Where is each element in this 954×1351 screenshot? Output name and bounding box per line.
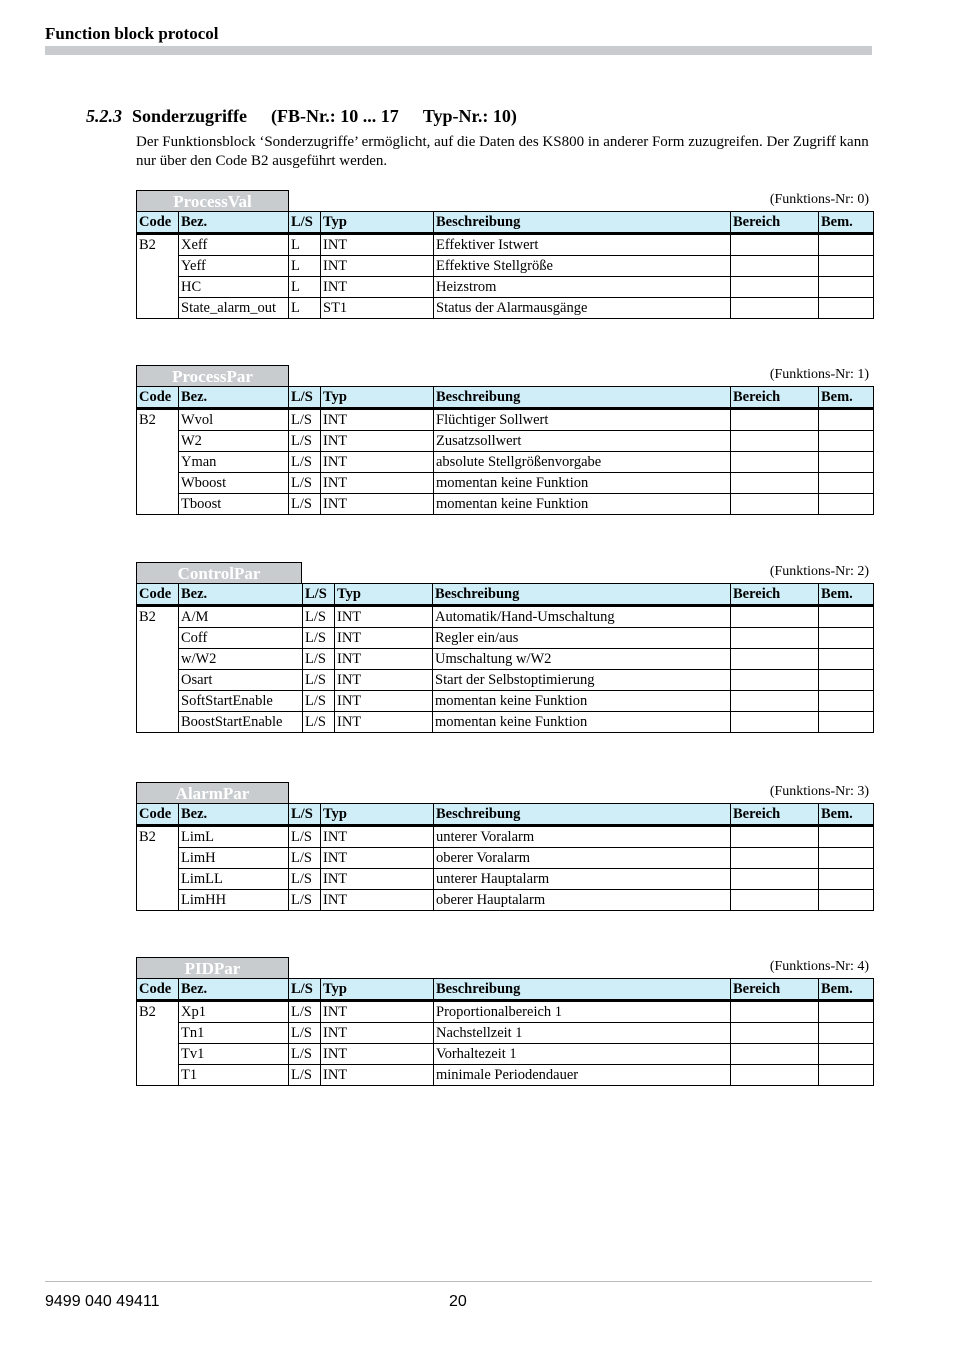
bem-cell bbox=[819, 1023, 874, 1044]
column-header-typ: Typ bbox=[321, 979, 434, 1001]
bereich-cell bbox=[731, 1023, 819, 1044]
description-cell: Regler ein/aus bbox=[433, 628, 731, 649]
block-name-tab: AlarmPar bbox=[136, 782, 289, 803]
ls-cell: L bbox=[289, 298, 321, 319]
bez-cell: Yeff bbox=[179, 256, 289, 277]
typ-cell: INT bbox=[335, 691, 433, 712]
table-row bbox=[137, 277, 874, 298]
column-header-bem: Bem. bbox=[819, 212, 874, 234]
bereich-cell bbox=[731, 234, 819, 256]
table-row bbox=[137, 649, 874, 670]
typ-cell: ST1 bbox=[321, 298, 434, 319]
bereich-cell bbox=[731, 473, 819, 494]
bez-cell: W2 bbox=[179, 431, 289, 452]
description-cell: Start der Selbstoptimierung bbox=[433, 670, 731, 691]
bez-cell: Coff bbox=[179, 628, 303, 649]
bem-cell bbox=[819, 649, 874, 670]
bez-cell: Wboost bbox=[179, 473, 289, 494]
description-cell: momentan keine Funktion bbox=[433, 691, 731, 712]
section-intro: Der Funktionsblock ‘Sonderzugriffe’ ermöglicht, auf die Daten des KS800 in anderer Form zuzugreifen. Der Zugriff kann nur über den Code B2 ausgeführt werden. bbox=[136, 134, 869, 169]
typ-cell: INT bbox=[321, 1044, 434, 1065]
column-header-ls: L/S bbox=[289, 212, 321, 234]
ls-cell: L/S bbox=[303, 670, 335, 691]
bereich-cell bbox=[731, 826, 819, 848]
bez-cell: Tboost bbox=[179, 494, 289, 515]
table-header-row bbox=[137, 804, 874, 826]
bereich-cell bbox=[731, 848, 819, 869]
table-header-row bbox=[137, 212, 874, 234]
typ-cell: INT bbox=[321, 1065, 434, 1086]
description-cell: Effektiver Istwert bbox=[434, 234, 731, 256]
table-row bbox=[137, 606, 874, 628]
table-row bbox=[137, 452, 874, 473]
column-header-bez: Bez. bbox=[179, 212, 289, 234]
column-header-ls: L/S bbox=[289, 979, 321, 1001]
page-header-title: Function block protocol bbox=[45, 24, 219, 43]
description-cell: unterer Voralarm bbox=[434, 826, 731, 848]
ls-cell: L/S bbox=[289, 473, 321, 494]
column-header-bez: Bez. bbox=[179, 979, 289, 1001]
bem-cell bbox=[819, 494, 874, 515]
column-header-typ: Typ bbox=[321, 804, 434, 826]
ls-cell: L/S bbox=[289, 1001, 321, 1023]
column-header-bem: Bem. bbox=[819, 804, 874, 826]
typ-cell: INT bbox=[321, 256, 434, 277]
block-name-tab: ProcessVal bbox=[136, 190, 289, 211]
column-header-code: Code bbox=[137, 584, 179, 606]
bereich-cell bbox=[731, 494, 819, 515]
bereich-cell bbox=[731, 298, 819, 319]
bez-cell: State_alarm_out bbox=[179, 298, 289, 319]
section-title: Sonderzugriffe bbox=[132, 106, 247, 126]
bem-cell bbox=[819, 606, 874, 628]
description-cell: Status der Alarmausgänge bbox=[434, 298, 731, 319]
typ-cell: INT bbox=[321, 869, 434, 890]
description-cell: Umschaltung w/W2 bbox=[433, 649, 731, 670]
ls-cell: L/S bbox=[289, 1044, 321, 1065]
bem-cell bbox=[819, 431, 874, 452]
bereich-cell bbox=[731, 431, 819, 452]
table-header-row bbox=[137, 387, 874, 409]
column-header-code: Code bbox=[137, 804, 179, 826]
description-cell: Proportionalbereich 1 bbox=[434, 1001, 731, 1023]
bez-cell: BoostStartEnable bbox=[179, 712, 303, 733]
column-header-ls: L/S bbox=[289, 804, 321, 826]
bez-cell: Tn1 bbox=[179, 1023, 289, 1044]
parameter-table bbox=[136, 583, 874, 733]
description-cell: Heizstrom bbox=[434, 277, 731, 298]
page-number: 20 bbox=[449, 1293, 467, 1310]
typ-cell: INT bbox=[321, 890, 434, 911]
function-number: (Funktions-Nr: 2) bbox=[769, 564, 869, 579]
block-name-tab: PIDPar bbox=[136, 957, 289, 978]
bem-cell bbox=[819, 409, 874, 431]
column-header-typ: Typ bbox=[321, 212, 434, 234]
column-header-bereich: Bereich bbox=[731, 387, 819, 409]
bem-cell bbox=[819, 890, 874, 911]
bem-cell bbox=[819, 670, 874, 691]
ls-cell: L/S bbox=[303, 628, 335, 649]
ls-cell: L/S bbox=[289, 494, 321, 515]
column-header-bereich: Bereich bbox=[731, 584, 819, 606]
column-header-typ: Typ bbox=[335, 584, 433, 606]
bem-cell bbox=[819, 869, 874, 890]
block-name-tab: ControlPar bbox=[136, 562, 302, 583]
description-cell: unterer Hauptalarm bbox=[434, 869, 731, 890]
column-header-typ: Typ bbox=[321, 387, 434, 409]
typ-cell: INT bbox=[321, 848, 434, 869]
parameter-table bbox=[136, 978, 874, 1086]
function-number: (Funktions-Nr: 0) bbox=[769, 192, 869, 207]
bereich-cell bbox=[731, 691, 819, 712]
description-cell: momentan keine Funktion bbox=[434, 473, 731, 494]
ls-cell: L/S bbox=[289, 452, 321, 473]
parameter-table bbox=[136, 386, 874, 515]
description-cell: oberer Hauptalarm bbox=[434, 890, 731, 911]
typ-cell: INT bbox=[321, 431, 434, 452]
ls-cell: L/S bbox=[303, 606, 335, 628]
typ-cell: INT bbox=[335, 649, 433, 670]
bez-cell: Tv1 bbox=[179, 1044, 289, 1065]
column-header-beschreibung: Beschreibung bbox=[434, 387, 731, 409]
code-cell: B2 bbox=[137, 606, 179, 733]
table-header-row bbox=[137, 979, 874, 1001]
column-header-bereich: Bereich bbox=[731, 212, 819, 234]
bez-cell: w/W2 bbox=[179, 649, 303, 670]
column-header-code: Code bbox=[137, 212, 179, 234]
column-header-beschreibung: Beschreibung bbox=[433, 584, 731, 606]
bem-cell bbox=[819, 691, 874, 712]
column-header-beschreibung: Beschreibung bbox=[434, 979, 731, 1001]
parameter-table bbox=[136, 803, 874, 911]
header-divider bbox=[45, 46, 872, 55]
section-number: 5.2.3 bbox=[86, 106, 122, 126]
ls-cell: L/S bbox=[289, 409, 321, 431]
bem-cell bbox=[819, 712, 874, 733]
code-cell: B2 bbox=[137, 234, 179, 319]
bez-cell: Yman bbox=[179, 452, 289, 473]
description-cell: momentan keine Funktion bbox=[433, 712, 731, 733]
typ-cell: INT bbox=[335, 670, 433, 691]
bez-cell: LimHH bbox=[179, 890, 289, 911]
ls-cell: L/S bbox=[289, 890, 321, 911]
bez-cell: T1 bbox=[179, 1065, 289, 1086]
footer-divider bbox=[45, 1281, 872, 1282]
description-cell: Vorhaltezeit 1 bbox=[434, 1044, 731, 1065]
typ-cell: INT bbox=[321, 452, 434, 473]
table-row bbox=[137, 691, 874, 712]
typ-cell: INT bbox=[321, 494, 434, 515]
typ-cell: INT bbox=[335, 628, 433, 649]
column-header-ls: L/S bbox=[303, 584, 335, 606]
bereich-cell bbox=[731, 1065, 819, 1086]
table-row bbox=[137, 1023, 874, 1044]
description-cell: momentan keine Funktion bbox=[434, 494, 731, 515]
bem-cell bbox=[819, 298, 874, 319]
ls-cell: L/S bbox=[303, 712, 335, 733]
description-cell: Flüchtiger Sollwert bbox=[434, 409, 731, 431]
table-row bbox=[137, 256, 874, 277]
table-row bbox=[137, 1044, 874, 1065]
description-cell: Zusatzsollwert bbox=[434, 431, 731, 452]
column-header-beschreibung: Beschreibung bbox=[434, 212, 731, 234]
column-header-bem: Bem. bbox=[819, 387, 874, 409]
ls-cell: L/S bbox=[289, 826, 321, 848]
bereich-cell bbox=[731, 256, 819, 277]
footer-doc-number: 9499 040 49411 bbox=[45, 1293, 160, 1310]
table-row bbox=[137, 1065, 874, 1086]
column-header-beschreibung: Beschreibung bbox=[434, 804, 731, 826]
bem-cell bbox=[819, 848, 874, 869]
function-number: (Funktions-Nr: 3) bbox=[769, 784, 869, 799]
typ-cell: INT bbox=[321, 409, 434, 431]
ls-cell: L/S bbox=[303, 691, 335, 712]
function-number: (Funktions-Nr: 1) bbox=[769, 367, 869, 382]
ls-cell: L/S bbox=[289, 848, 321, 869]
bez-cell: LimL bbox=[179, 826, 289, 848]
bez-cell: HC bbox=[179, 277, 289, 298]
bereich-cell bbox=[731, 869, 819, 890]
table-row bbox=[137, 234, 874, 256]
description-cell: absolute Stellgrößenvorgabe bbox=[434, 452, 731, 473]
bez-cell: LimLL bbox=[179, 869, 289, 890]
table-row bbox=[137, 298, 874, 319]
bereich-cell bbox=[731, 1044, 819, 1065]
table-row bbox=[137, 628, 874, 649]
typ-cell: INT bbox=[321, 826, 434, 848]
ls-cell: L bbox=[289, 277, 321, 298]
bereich-cell bbox=[731, 670, 819, 691]
bem-cell bbox=[819, 1001, 874, 1023]
typ-cell: INT bbox=[321, 473, 434, 494]
bem-cell bbox=[819, 628, 874, 649]
typ-cell: INT bbox=[335, 712, 433, 733]
ls-cell: L/S bbox=[289, 431, 321, 452]
typ-cell: INT bbox=[335, 606, 433, 628]
column-header-ls: L/S bbox=[289, 387, 321, 409]
bereich-cell bbox=[731, 409, 819, 431]
description-cell: Effektive Stellgröße bbox=[434, 256, 731, 277]
table-row bbox=[137, 494, 874, 515]
ls-cell: L/S bbox=[289, 1065, 321, 1086]
bez-cell: LimH bbox=[179, 848, 289, 869]
bereich-cell bbox=[731, 606, 819, 628]
ls-cell: L/S bbox=[303, 649, 335, 670]
code-cell: B2 bbox=[137, 409, 179, 515]
table-row bbox=[137, 431, 874, 452]
ls-cell: L/S bbox=[289, 869, 321, 890]
table-header-row bbox=[137, 584, 874, 606]
column-header-bez: Bez. bbox=[179, 387, 289, 409]
description-cell: Nachstellzeit 1 bbox=[434, 1023, 731, 1044]
table-row bbox=[137, 890, 874, 911]
section-type-number: Typ-Nr.: 10) bbox=[422, 106, 517, 126]
bez-cell: Xeff bbox=[179, 234, 289, 256]
table-row bbox=[137, 670, 874, 691]
column-header-code: Code bbox=[137, 979, 179, 1001]
bem-cell bbox=[819, 1065, 874, 1086]
description-cell: oberer Voralarm bbox=[434, 848, 731, 869]
bereich-cell bbox=[731, 649, 819, 670]
code-cell: B2 bbox=[137, 826, 179, 911]
typ-cell: INT bbox=[321, 234, 434, 256]
bem-cell bbox=[819, 234, 874, 256]
bez-cell: SoftStartEnable bbox=[179, 691, 303, 712]
table-row bbox=[137, 848, 874, 869]
bez-cell: Wvol bbox=[179, 409, 289, 431]
typ-cell: INT bbox=[321, 1001, 434, 1023]
ls-cell: L bbox=[289, 256, 321, 277]
bereich-cell bbox=[731, 277, 819, 298]
table-row bbox=[137, 473, 874, 494]
bereich-cell bbox=[731, 890, 819, 911]
bereich-cell bbox=[731, 452, 819, 473]
parameter-table bbox=[136, 211, 874, 319]
typ-cell: INT bbox=[321, 277, 434, 298]
column-header-bez: Bez. bbox=[179, 584, 303, 606]
typ-cell: INT bbox=[321, 1023, 434, 1044]
table-row bbox=[137, 712, 874, 733]
bem-cell bbox=[819, 826, 874, 848]
column-header-bem: Bem. bbox=[819, 584, 874, 606]
code-cell: B2 bbox=[137, 1001, 179, 1086]
section-heading bbox=[86, 106, 517, 127]
table-row bbox=[137, 869, 874, 890]
bem-cell bbox=[819, 452, 874, 473]
bez-cell: Osart bbox=[179, 670, 303, 691]
block-name-tab: ProcessPar bbox=[136, 365, 289, 386]
ls-cell: L bbox=[289, 234, 321, 256]
bem-cell bbox=[819, 1044, 874, 1065]
column-header-bereich: Bereich bbox=[731, 804, 819, 826]
bem-cell bbox=[819, 277, 874, 298]
description-cell: minimale Periodendauer bbox=[434, 1065, 731, 1086]
section-fb-range: (FB-Nr.: 10 ... 17 bbox=[270, 106, 399, 126]
table-row bbox=[137, 409, 874, 431]
bez-cell: Xp1 bbox=[179, 1001, 289, 1023]
column-header-bereich: Bereich bbox=[731, 979, 819, 1001]
description-cell: Automatik/Hand-Umschaltung bbox=[433, 606, 731, 628]
column-header-bem: Bem. bbox=[819, 979, 874, 1001]
bem-cell bbox=[819, 256, 874, 277]
bereich-cell bbox=[731, 1001, 819, 1023]
ls-cell: L/S bbox=[289, 1023, 321, 1044]
bereich-cell bbox=[731, 712, 819, 733]
function-number: (Funktions-Nr: 4) bbox=[769, 959, 869, 974]
column-header-code: Code bbox=[137, 387, 179, 409]
bez-cell: A/M bbox=[179, 606, 303, 628]
table-row bbox=[137, 1001, 874, 1023]
table-row bbox=[137, 826, 874, 848]
bereich-cell bbox=[731, 628, 819, 649]
bem-cell bbox=[819, 473, 874, 494]
column-header-bez: Bez. bbox=[179, 804, 289, 826]
